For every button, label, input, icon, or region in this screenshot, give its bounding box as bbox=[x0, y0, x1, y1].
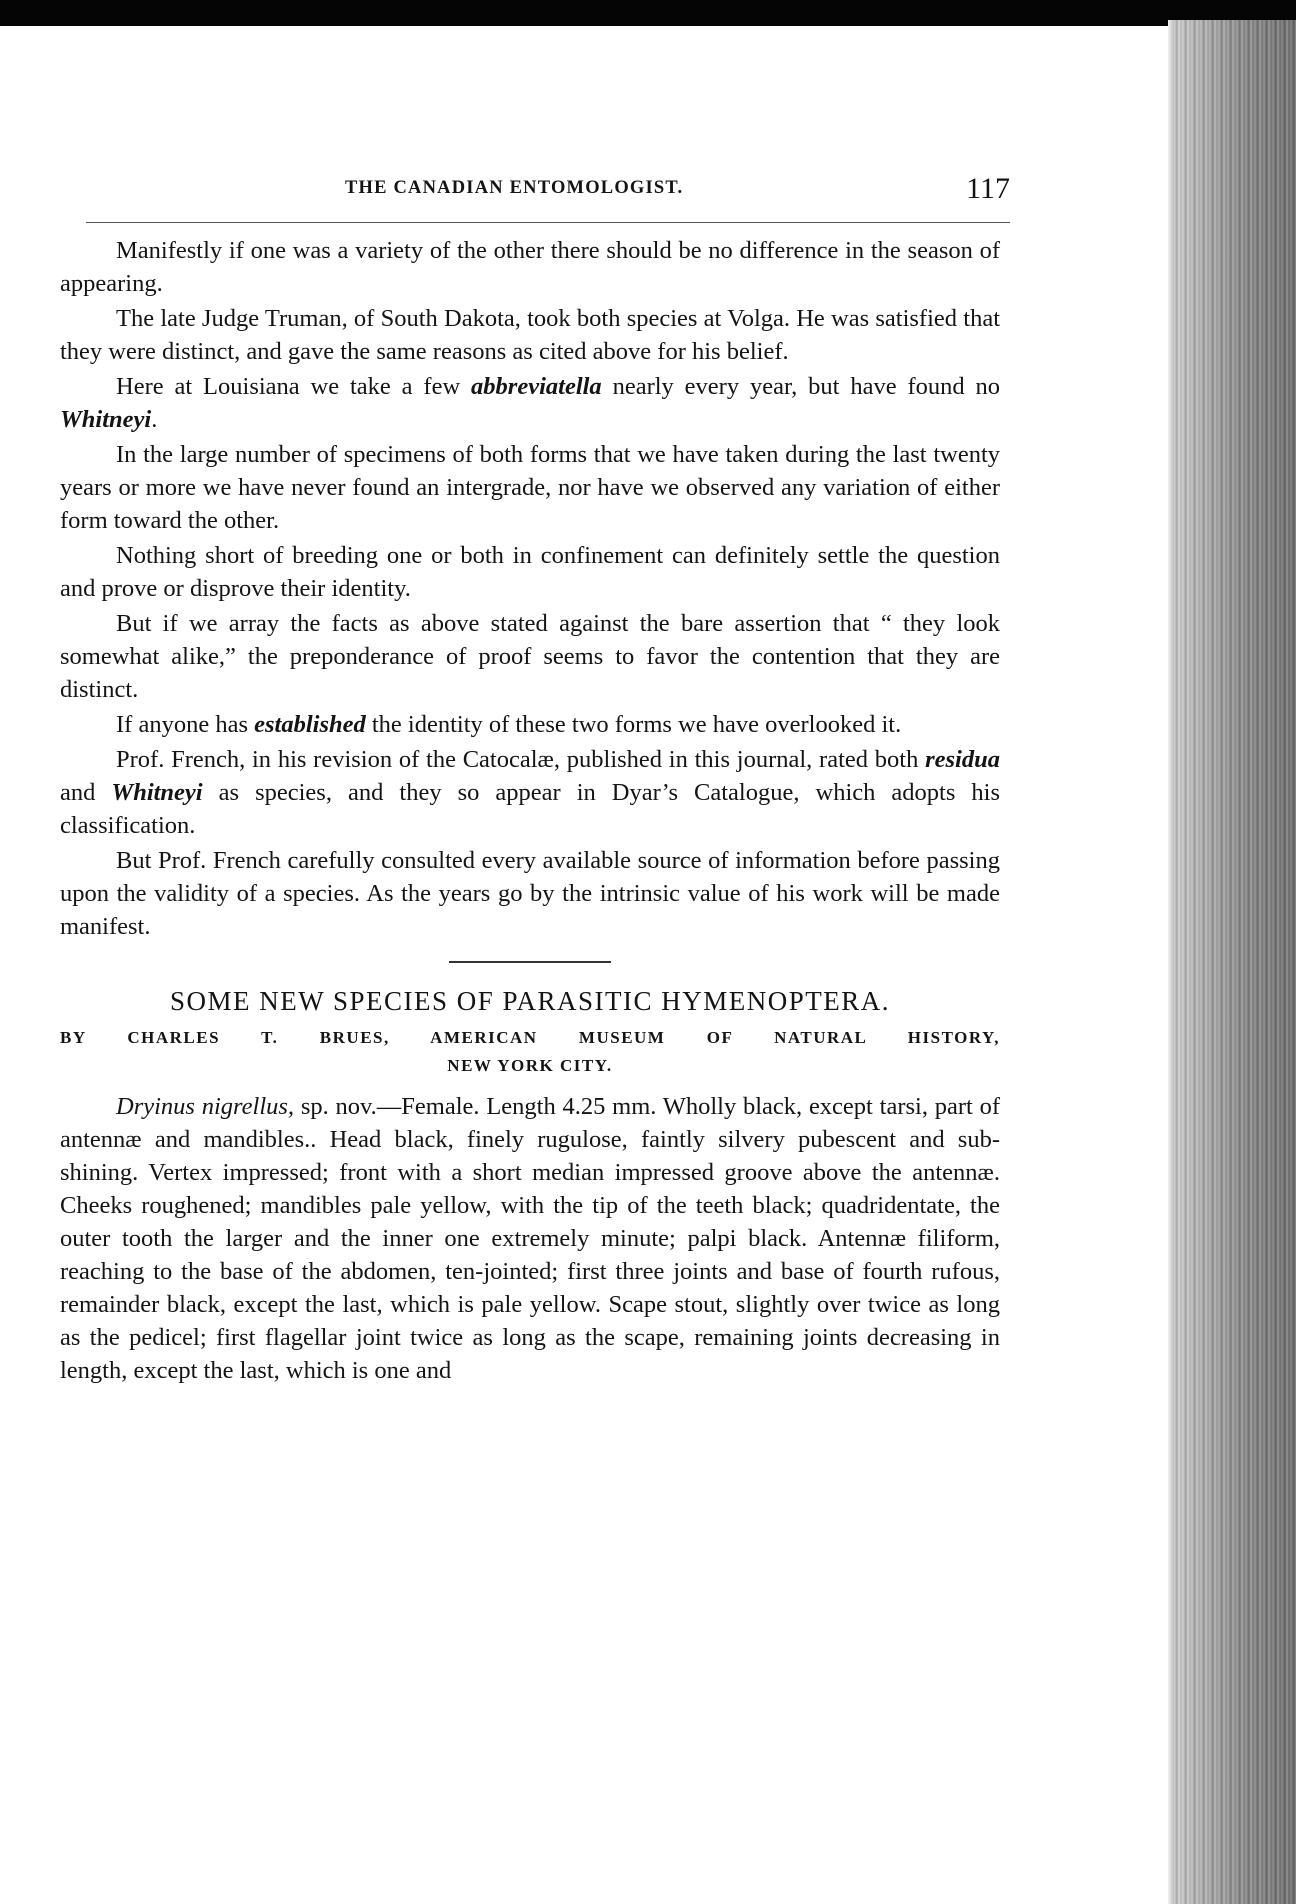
emphasis-term: established bbox=[254, 711, 366, 738]
running-head bbox=[60, 160, 1010, 210]
byline: BY CHARLES T. BRUES, AMERICAN MUSEUM OF NATURAL HISTORY, bbox=[60, 1028, 1000, 1047]
species-term: Whitneyi bbox=[111, 779, 203, 806]
paragraph-5: Nothing short of breeding one or both in confinement can definitely settle the question and prove or disprove their identity. bbox=[60, 542, 1000, 602]
paragraph-4: In the large number of specimens of both forms that we have taken during the last twenty years or more we have never found an intergrade, nor have we observed any variation of either form toward the other. bbox=[60, 441, 1000, 534]
paragraph-8: Prof. French, in his revision of the Catocalæ, published in this journal, rated both residua and Whitneyi as species, and they so appear in Dyar’s Catalogue, which adopts his classification. bbox=[60, 746, 1000, 839]
byline-location: NEW YORK CITY. bbox=[447, 1056, 613, 1075]
article-body bbox=[60, 234, 1000, 1389]
species-name: Dryinus nigrellus, bbox=[116, 1093, 295, 1120]
paragraph-6: But if we array the facts as above stated against the bare assertion that “ they look somewhat alike,” the preponderance of proof seems to favor the contention that they are distinct. bbox=[60, 610, 1000, 703]
species-term: residua bbox=[925, 746, 1000, 773]
species-description: Dryinus nigrellus, sp. nov.—Female. Length 4.25 mm. Wholly black, except tarsi, part of antennæ and mandibles.. Head black, finely rugulose, faintly silvery pubescent and sub-shining. Vertex impressed; front with a short median impressed groove above the antennæ. Cheeks roughened; mandibles pale yellow, with the tip of the teeth black; quadridentate, the outer tooth the larger and the inner one extremely minute; palpi black. Antennæ filiform, reaching to the base of the abdomen, ten-jointed; first three joints and base of fourth rufous, remainder black, except the last, which is pale yellow. Scape stout, slightly over twice as long as the pedicel; first flagellar joint twice as long as the scape, remaining joints decreasing in length, except the last, which is one and bbox=[60, 1093, 1001, 1384]
paragraph-3: Here at Louisiana we take a few abbreviatella nearly every year, but have found no Whitneyi. bbox=[60, 373, 1000, 433]
book-page-edge bbox=[1168, 20, 1296, 1904]
paragraph-1: Manifestly if one was a variety of the other there should be no difference in the season of appearing. bbox=[60, 237, 1000, 297]
paragraph-7: If anyone has established the identity of these two forms we have overlooked it. bbox=[116, 711, 902, 738]
running-title: THE CANADIAN ENTOMOLOGIST. bbox=[345, 178, 684, 198]
paragraph-2: The late Judge Truman, of South Dakota, took both species at Volga. He was satisfied that they were distinct, and gave the same reasons as cited above for his belief. bbox=[60, 305, 1000, 365]
article-title: SOME NEW SPECIES OF PARASITIC HYMENOPTERA. bbox=[169, 986, 891, 1016]
header-rule bbox=[86, 222, 1010, 223]
section-separator bbox=[449, 961, 611, 963]
species-term: Whitneyi bbox=[60, 406, 152, 433]
scan-top-border bbox=[0, 0, 1296, 26]
journal-page bbox=[60, 160, 1010, 1720]
paragraph-9: But Prof. French carefully consulted every available source of information before passing upon the validity of a species. As the years go by the intrinsic value of his work will be made manifest. bbox=[60, 847, 1000, 940]
species-term: abbreviatella bbox=[471, 373, 602, 400]
page-number: 117 bbox=[966, 172, 1010, 205]
